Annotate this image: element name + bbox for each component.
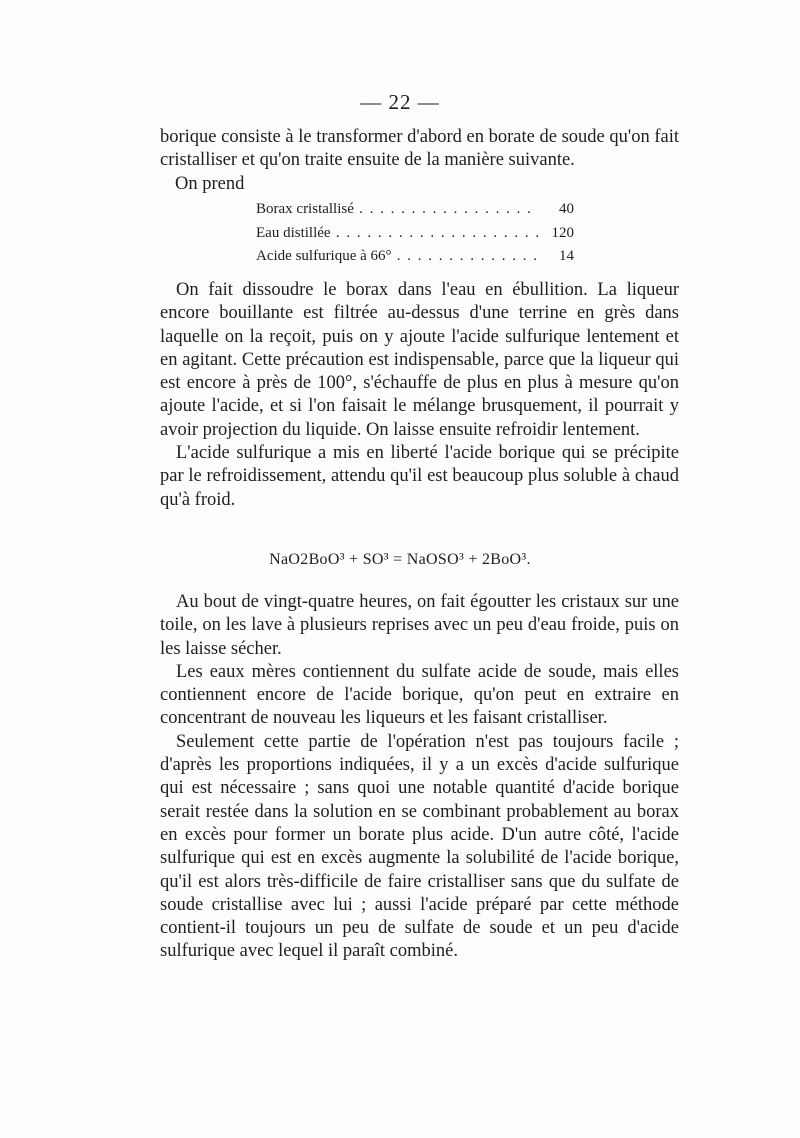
intro-paragraph: borique consiste à le transformer d'abord en borate de soude qu'on fait cristalliser et qu'on traite ensuite de la manière suivante. <box>160 127 679 171</box>
recipe-ingredient: Acide sulfurique à 66° . . . <box>256 245 538 269</box>
recipe-lead: On prend <box>175 174 245 194</box>
recipe-row <box>256 245 574 269</box>
paragraph-dissolution: On fait dissoudre le borax dans l'eau en ébullition. La liqueur encore bouillante est filtrée au-dessus d'une terrine en grès dans laquelle on la reçoit, puis on y ajoute l'acide sulfurique lentement et en agitant. Cette précaution est indispensable, parce que la liqueur qui est encore à près de 100°, s'échauffe de plus en plus à mesure qu'on ajoute l'acide, et si l'on faisait le mélange brusquement, il pourrait y avoir projection du liquide. On laisse ensuite refroidir lentement. <box>160 280 679 440</box>
paragraph-liberation: L'acide sulfurique a mis en liberté l'acide borique qui se précipite par le refroidissement, attendu qu'il est beaucoup plus soluble à chaud qu'à froid. <box>160 443 679 510</box>
recipe-quantity: 120 <box>551 224 574 241</box>
recipe-row <box>256 198 574 222</box>
recipe-row <box>256 222 574 246</box>
paragraph-mother-liquor: Les eaux mères contiennent du sulfate acide de soude, mais elles contiennent encore de l'acide borique, qu'on peut en extraire en concentrant de nouveau les liqueurs et les faisant cristalliser. <box>160 661 679 729</box>
page-number: — 22 — <box>360 90 440 114</box>
closing-paragraph-block <box>160 591 679 964</box>
recipe-ingredient: Borax cristallisé . . . <box>256 198 538 222</box>
recipe-table <box>256 198 574 269</box>
paragraph-difficulty: Seulement cette partie de l'opération n'est pas toujours facile ; d'après les proportions indiquées, il y a un excès d'acide sulfurique qui est nécessaire ; sans quoi une notable quantité d'acide borique serait restée dans la solution en se combinant probablement au borax en excès pour former un borate plus acide. D'un autre côté, l'acide sulfurique qui est en excès augmente la solubilité de l'acide borique, qu'il est alors très-difficile de faire cristalliser sans que du sulfate de soude cristallise avec lui ; aussi l'acide préparé par cette méthode contient-il toujours un peu de sulfate de soude et un peu d'acide sulfurique avec lequel il paraît combiné. <box>160 731 679 962</box>
recipe-quantity: 40 <box>559 201 574 217</box>
paragraph-draining: Au bout de vingt-quatre heures, on fait égoutter les cristaux sur une toile, on les lave à plusieurs reprises avec un peu d'eau froide, puis on les laisse sécher. <box>160 592 679 659</box>
intro-paragraph-block <box>160 126 679 173</box>
recipe-quantity: 14 <box>559 248 574 264</box>
chemical-equation: NaO2BoO³ + SO³ = NaOSO³ + 2BoO³. <box>269 551 531 568</box>
procedure-paragraph-block <box>160 279 679 512</box>
recipe-ingredient: Eau distillée . . . <box>256 222 538 246</box>
